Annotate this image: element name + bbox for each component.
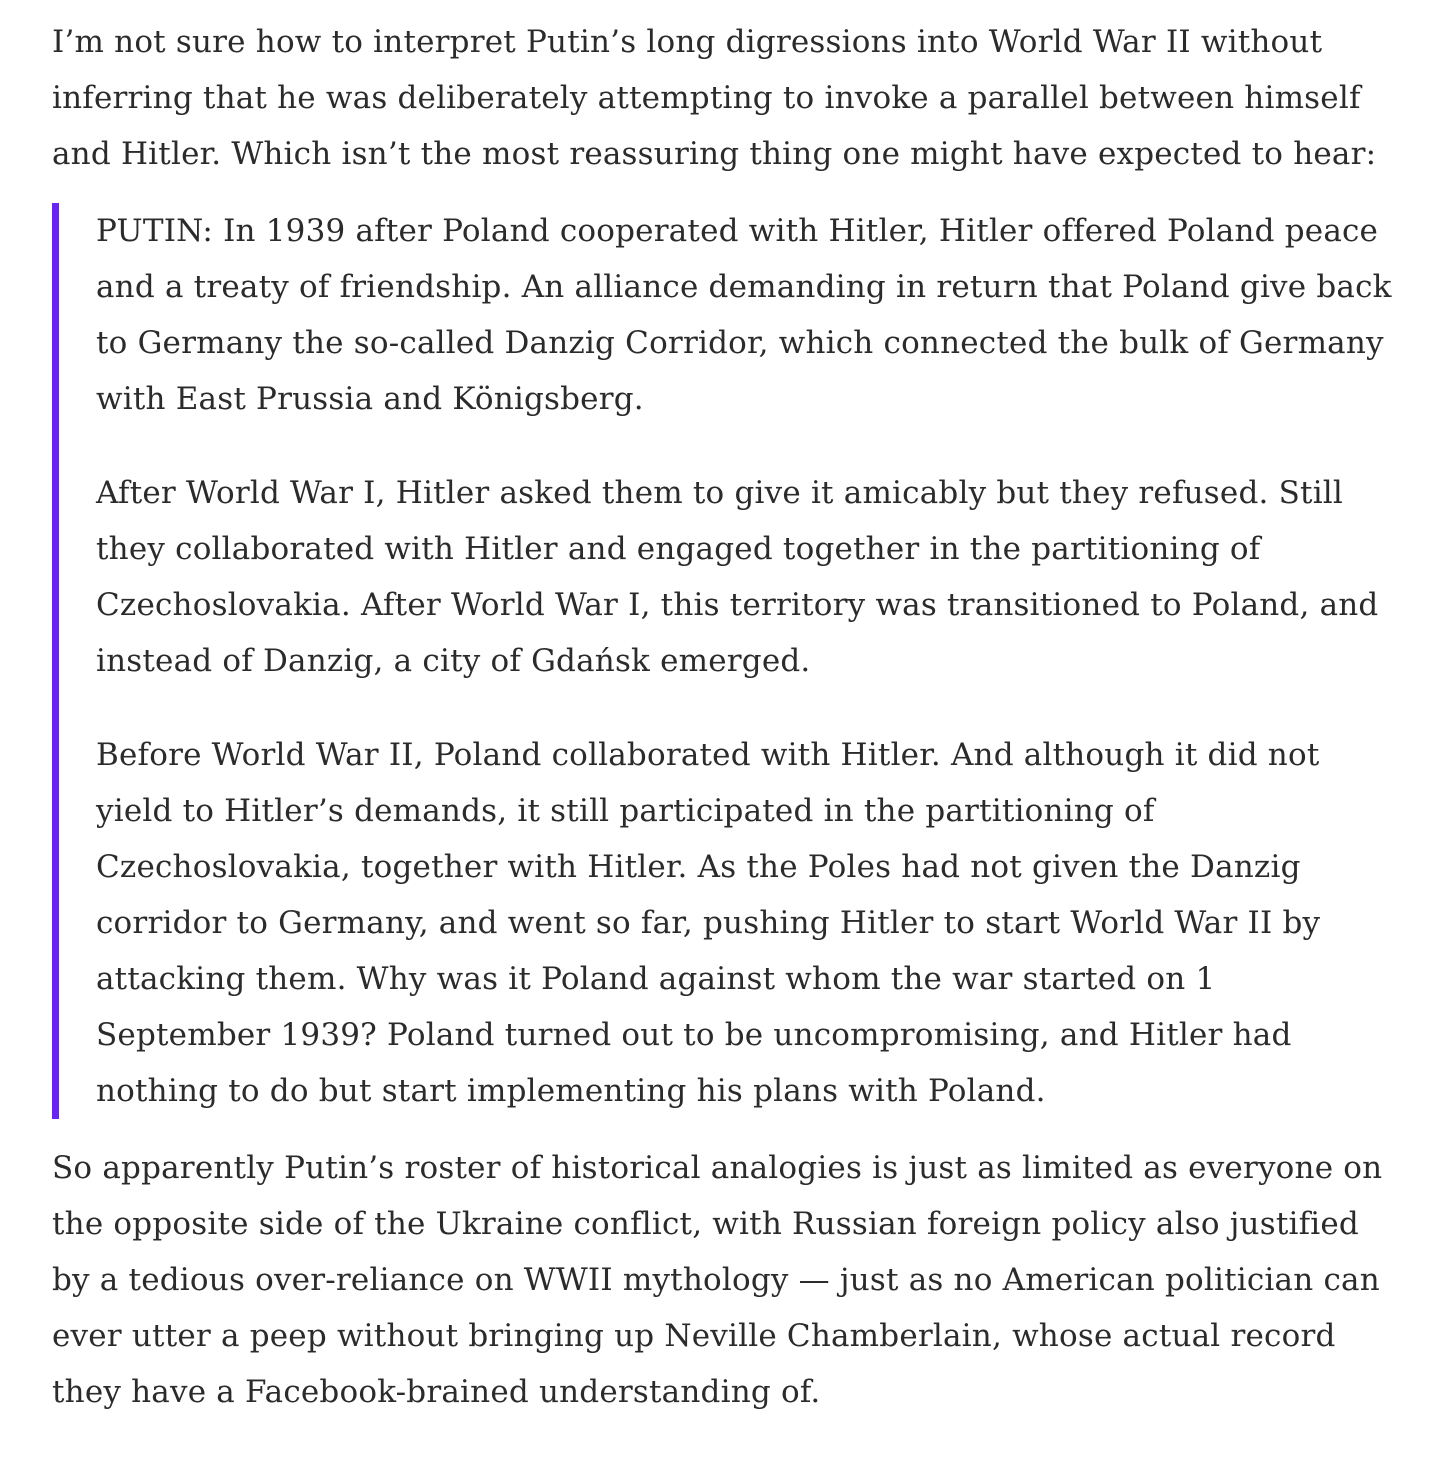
article-body (52, 14, 1398, 1420)
quote-paragraph-3: Before World War II, Poland collaborated with Hitler. And although it did not yield to Hitler’s demands, it still participated in the partitioning of Czechoslovakia, together with Hitler. As the Poles had not given the Danzig corridor to Germany, and went so far, pushing Hitler to start World War II by attacking them. Why was it Poland against whom the war started on 1 September 1939? Poland turned out to be uncompromising, and Hitler had nothing to do but start implementing his plans with Poland. (96, 737, 1321, 1109)
blockquote (52, 203, 1398, 1119)
intro-paragraph: I’m not sure how to interpret Putin’s long digressions into World War II without inferring that he was deliberately attempting to invoke a parallel between himself and Hitler. Which isn’t the most reassuring thing one might have expected to hear: (52, 24, 1377, 172)
outro-paragraph: So apparently Putin’s roster of historical analogies is just as limited as everyone on the opposite side of the Ukraine conflict, with Russian foreign policy also justified by a tedious over-reliance on WWII mythology — just as no American politician can ever utter a peep without bringing up Neville Chamberlain, whose actual record they have a Facebook-brained understanding of. (52, 1150, 1383, 1410)
quote-paragraph-2: After World War I, Hitler asked them to give it amicably but they refused. Still they collaborated with Hitler and engaged together in the partitioning of Czechoslovakia. After World War I, this territory was transitioned to Poland, and instead of Danzig, a city of Gdańsk emerged. (96, 475, 1379, 679)
quote-paragraph-1: PUTIN: In 1939 after Poland cooperated with Hitler, Hitler offered Poland peace and a treaty of friendship. An alliance demanding in return that Poland give back to Germany the so-called Danzig Corridor, which connected the bulk of Germany with East Prussia and Königsberg. (96, 213, 1392, 417)
